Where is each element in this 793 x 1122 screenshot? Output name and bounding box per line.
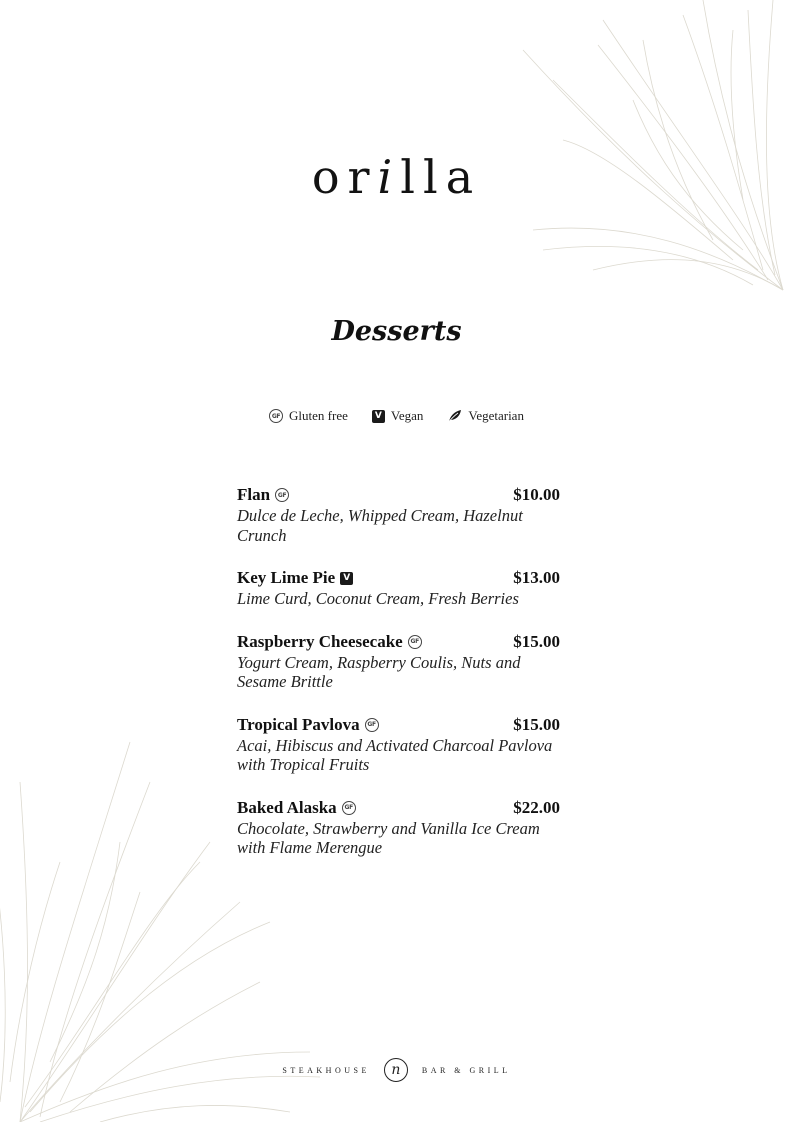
brand-logo: [0, 150, 793, 204]
footer-right-text: BAR & GRILL: [421, 1065, 511, 1075]
vegan-icon: V: [372, 410, 385, 423]
section-title: Desserts: [331, 316, 462, 347]
item-price: $15.00: [513, 714, 560, 734]
item-description: Dulce de Leche, Whipped Cream, Hazelnut Crunch: [237, 506, 523, 545]
item-name: Tropical Pavlova: [237, 714, 360, 734]
menu-item: [237, 714, 560, 775]
item-price: $15.00: [513, 631, 560, 651]
footer-left-text: STEAKHOUSE: [282, 1065, 370, 1075]
item-name: Raspberry Cheesecake: [237, 631, 403, 651]
legend-label: Gluten free: [289, 408, 348, 423]
item-description: Yogurt Cream, Raspberry Coulis, Nuts and Sesame Brittle: [237, 652, 521, 691]
legend-vegetarian: [447, 408, 524, 424]
item-price: $13.00: [513, 568, 560, 587]
item-name: Baked Alaska: [237, 797, 337, 817]
gluten-free-icon: GF: [269, 409, 283, 423]
brand-name-italic: i: [377, 150, 401, 204]
footer-logo-icon: n: [384, 1058, 408, 1082]
legend-gluten-free: [269, 408, 348, 424]
brand-name-end: lla: [400, 150, 482, 204]
vegetarian-leaf-icon: [447, 409, 462, 423]
menu-item: [237, 631, 560, 692]
legend-vegan: [372, 408, 424, 424]
gluten-free-icon: GF: [342, 801, 356, 815]
item-price: $22.00: [513, 797, 560, 817]
menu-item: [237, 797, 560, 858]
dessert-menu-list: [237, 484, 560, 880]
dietary-legend: [0, 408, 793, 424]
item-name: Flan: [237, 485, 271, 504]
footer: [0, 1058, 793, 1082]
item-name: Key Lime Pie: [237, 568, 336, 587]
menu-item: [237, 567, 560, 609]
item-description: Acai, Hibiscus and Activated Charcoal Pavlova with Tropical Fruits: [237, 735, 553, 774]
item-description: Lime Curd, Coconut Cream, Fresh Berries: [237, 589, 519, 608]
menu-item: [237, 484, 560, 545]
gluten-free-icon: GF: [275, 488, 289, 502]
brand-name-start: or: [311, 150, 378, 204]
legend-label: Vegetarian: [468, 408, 524, 423]
item-price: $10.00: [513, 485, 560, 504]
gluten-free-icon: GF: [365, 718, 379, 732]
item-description: Chocolate, Strawberry and Vanilla Ice Cream with Flame Merengue: [237, 818, 540, 857]
legend-label: Vegan: [390, 408, 424, 423]
gluten-free-icon: GF: [408, 635, 422, 649]
vegan-icon: V: [340, 572, 353, 585]
